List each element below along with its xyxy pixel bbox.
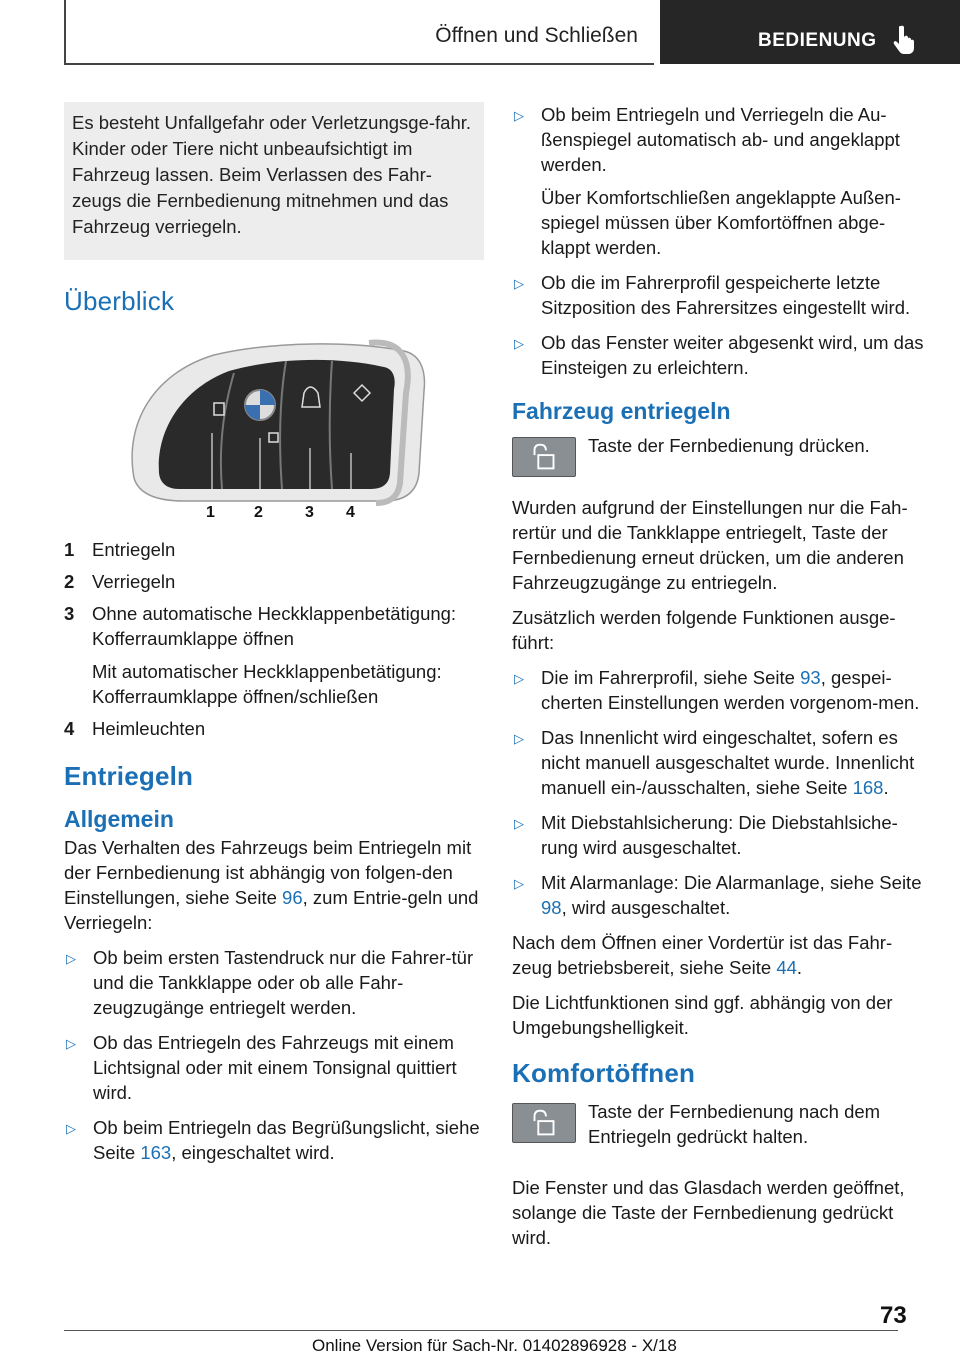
- page-link-168[interactable]: 168: [852, 777, 884, 798]
- unlock-button-icon: [512, 1103, 576, 1143]
- triangle-bullet-icon: ▷: [514, 816, 524, 831]
- list-item: ▷ Das Innenlicht wird eingeschaltet, sofern es nicht manuell ausgeschaltet wurde. Innenlicht manuell ein-/ausschalten, siehe Seite 168.: [514, 727, 915, 798]
- right-column: [512, 102, 932, 1260]
- triangle-bullet-icon: ▷: [66, 1036, 76, 1051]
- triangle-bullet-icon: ▷: [514, 276, 524, 291]
- section-title: Öffnen und Schließen: [435, 24, 638, 47]
- page-link-96[interactable]: 96: [282, 887, 303, 908]
- list-item: ▷ Ob beim Entriegeln das Begrüßungslicht, siehe Seite 163, eingeschaltet wird.: [66, 1117, 480, 1163]
- list-item: ▷ Ob beim ersten Tastendruck nur die Fahrer-tür und die Tankklappe oder ob alle Fahr-zeugzugänge entriegelt werden.: [66, 947, 474, 1018]
- callout-2: 2: [254, 504, 263, 521]
- legend-item: 1 Entriegeln: [64, 539, 176, 560]
- list-item: ▷ Mit Diebstahlsicherung: Die Diebstahlsiche-rung wird ausgeschaltet.: [514, 812, 898, 858]
- legend-item: 2 Verriegeln: [64, 571, 176, 592]
- triangle-bullet-icon: ▷: [514, 108, 524, 123]
- comfort-open-heading: Komfortöffnen: [512, 1058, 696, 1088]
- list-item: ▷ Die im Fahrerprofil, siehe Seite 93, gespei-cherten Einstellungen werden vorgenom-men.: [514, 667, 920, 713]
- unlock-button-icon: [512, 437, 576, 477]
- callout-4: 4: [346, 504, 355, 521]
- general-paragraph: Das Verhalten des Fahrzeugs beim Entriegeln mit der Fernbedienung ist abhängig von folgen-den Einstellungen, siehe Seite 96, zum Entrie-geln und Verriegeln:: [64, 837, 479, 933]
- paragraph: Wurden aufgrund der Einstellungen nur die Fah-rertür und die Tankklappe entriegelt, Taste der Fernbedienung erneut drücken, um die anderen Fahrzeugzugänge zu entriegeln.: [512, 497, 908, 593]
- list-item: ▷ Ob die im Fahrerprofil gespeicherte letzte Sitzposition des Fahrersitzes eingestellt wird.: [514, 272, 911, 318]
- triangle-bullet-icon: ▷: [514, 731, 524, 746]
- paragraph: Zusätzlich werden folgende Funktionen ausge-führt:: [512, 607, 896, 653]
- chapter-tab[interactable]: [660, 0, 960, 64]
- header-rule-bottom: [64, 63, 654, 65]
- paragraph: Nach dem Öffnen einer Vordertür ist das Fahr-zeug betriebsbereit, siehe Seite 44.: [512, 932, 893, 978]
- list-item: ▷ Ob das Entriegeln des Fahrzeugs mit einem Lichtsignal oder mit einem Tonsignal quittiert wird.: [66, 1032, 457, 1103]
- callout-1: 1: [206, 504, 215, 521]
- list-item: ▷ Ob das Fenster weiter abgesenkt wird, um das Einsteigen zu erleichtern.: [514, 332, 924, 378]
- page-link-163[interactable]: 163: [140, 1142, 172, 1163]
- list-item: ▷ Mit Alarmanlage: Die Alarmanlage, siehe Seite 98, wird ausgeschaltet.: [514, 872, 922, 918]
- vehicle-unlock-heading: Fahrzeug entriegeln: [512, 398, 731, 424]
- unlock-settings-list-cont: [512, 102, 932, 380]
- list-item: ▷ Ob beim Entriegeln und Verriegeln die Au-ßenspiegel automatisch ab- und angeklappt werden. Über Komfortschließen angeklappte Außen-spiegel müssen über Komfortöffnen abge-klappt werden.: [514, 104, 901, 258]
- chapter-tab-label: BEDIENUNG: [758, 30, 877, 51]
- unlock-instruction: Taste der Fernbedienung drücken.: [512, 433, 932, 483]
- page-link-44[interactable]: 44: [776, 957, 797, 978]
- callout-3: 3: [305, 504, 314, 521]
- paragraph: Die Lichtfunktionen sind ggf. abhängig von der Umgebungshelligkeit.: [512, 992, 893, 1038]
- footer-online-version: Online Version für Sach-Nr. 01402896928 - X/18: [312, 1336, 677, 1355]
- legend-item: 4 Heimleuchten: [64, 718, 206, 739]
- additional-functions-list: [512, 665, 932, 920]
- page-link-98[interactable]: 98: [541, 897, 562, 918]
- paragraph: Die Fenster und das Glasdach werden geöffnet, solange die Taste der Fernbedienung gedrückt wird.: [512, 1177, 905, 1248]
- hand-pointer-icon: [892, 24, 918, 54]
- remote-key-figure: [64, 333, 484, 523]
- figure-legend: [64, 537, 484, 741]
- footer-rule: [64, 1330, 898, 1331]
- remote-key-illustration: [64, 333, 484, 523]
- left-column: [64, 102, 484, 1175]
- comfort-open-instruction: Taste der Fernbedienung nach dem Entriegeln gedrückt halten.: [512, 1099, 932, 1163]
- general-heading: Allgemein: [64, 806, 174, 832]
- unlock-heading: Entriegeln: [64, 761, 194, 791]
- warning-box: Es besteht Unfallgefahr oder Verletzungsge-fahr. Kinder oder Tiere nicht unbeaufsichtigt im Fahrzeug lassen. Beim Verlassen des Fahr-zeugs die Fernbedienung mitnehmen und das Fahrzeug verriegeln.: [64, 102, 484, 260]
- triangle-bullet-icon: ▷: [514, 671, 524, 686]
- page-number: 73: [880, 1302, 907, 1329]
- triangle-bullet-icon: ▷: [514, 336, 524, 351]
- legend-item: 3 Ohne automatische Heckklappenbetätigung: Kofferraumklappe öffnen Mit automatischer Heckklappenbetätigung: Kofferraumklappe öffnen/schließen: [64, 603, 457, 707]
- triangle-bullet-icon: ▷: [514, 876, 524, 891]
- page-link-93[interactable]: 93: [800, 667, 821, 688]
- triangle-bullet-icon: ▷: [66, 1121, 76, 1136]
- overview-heading: Überblick: [64, 286, 175, 316]
- triangle-bullet-icon: ▷: [66, 951, 76, 966]
- unlock-settings-list: [64, 945, 484, 1165]
